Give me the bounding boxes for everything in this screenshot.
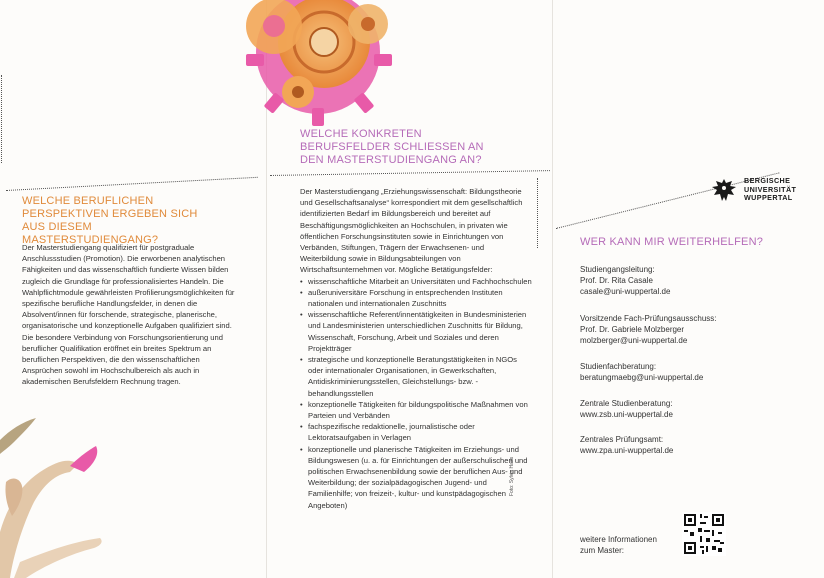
qr-code-icon[interactable] bbox=[682, 512, 726, 556]
qr-caption-line: weitere Informationen bbox=[580, 535, 657, 544]
contact-name: Prof. Dr. Gabriele Molzberger bbox=[580, 325, 685, 334]
contact-name: Prof. Dr. Rita Casale bbox=[580, 276, 653, 285]
gears-illustration bbox=[198, 0, 403, 138]
section-heading-careers: WELCHE KONKRETEN BERUFSFELDER SCHLIESSEN AN DEN MASTERSTUDIENGANG AN? bbox=[300, 128, 484, 166]
hands-illustration bbox=[0, 412, 120, 578]
list-item: • außeruniversitäre Forschung in entsprechenden Instituten nationalen und internationalen Zuschnitts bbox=[300, 287, 532, 309]
contact-label: Vorsitzende Fach-Prüfungsausschuss: bbox=[580, 314, 717, 323]
contact-label: Studiengangsleitung: bbox=[580, 265, 655, 274]
list-item: • wissenschaftliche Referent/innentätigkeiten in Bundesministerien und Landesministerien unterschiedlichen Zuschnitts für Bildung, Wissenschaft, Forschung, Arbeit und Soziales und deren Projektträger bbox=[300, 309, 532, 354]
qr-caption bbox=[580, 534, 657, 556]
contact-web-link[interactable]: www.zpa.uni-wuppertal.de bbox=[580, 446, 674, 455]
contact-exam-committee bbox=[580, 313, 717, 346]
list-item: • strategische und konzeptionelle Beratungstätigkeiten in NGOs oder internationaler Organisationen, in Gewerkschaften, Antidiskriminierungsstellen, Gleichstellungs- bzw. -behandlungsstellen bbox=[300, 354, 532, 399]
contact-label: Zentrales Prüfungsamt: bbox=[580, 435, 664, 444]
right-panel bbox=[556, 0, 824, 578]
contact-label: Zentrale Studienberatung: bbox=[580, 399, 673, 408]
contact-email-link[interactable]: casale@uni-wuppertal.de bbox=[580, 287, 671, 296]
logo-line: BERGISCHE bbox=[744, 176, 791, 186]
list-item: • konzeptionelle Tätigkeiten für bildungspolitische Maßnahmen von Parteien und Verbänden bbox=[300, 399, 532, 421]
contact-web-link[interactable]: www.zsb.uni-wuppertal.de bbox=[580, 410, 673, 419]
contact-exam-office bbox=[580, 434, 673, 456]
list-item: • fachspezifische redaktionelle, journalistische oder Lektoratsaufgaben in Verlagen bbox=[300, 421, 532, 443]
logo-line: UNIVERSITÄT bbox=[744, 184, 797, 194]
middle-panel bbox=[270, 0, 548, 578]
university-logo bbox=[710, 176, 796, 204]
contact-subject-advice bbox=[580, 361, 703, 383]
qr-caption-line: zum Master: bbox=[580, 546, 625, 555]
list-item: • wissenschaftliche Mitarbeit an Universitäten und Fachhochschulen bbox=[300, 276, 532, 287]
contact-program-lead bbox=[580, 264, 670, 297]
eagle-logo-icon bbox=[710, 176, 738, 204]
contact-email-link[interactable]: molzberger@uni-wuppertal.de bbox=[580, 336, 688, 345]
contact-label: Studienfachberatung: bbox=[580, 362, 657, 371]
section-heading-perspectives: WELCHE BERUFLICHEN PERSPEKTIVEN ERGEBEN SICH AUS DIESEM MASTERSTUDIENGANG? bbox=[22, 195, 198, 246]
logo-line: WUPPERTAL bbox=[744, 193, 793, 203]
careers-list bbox=[300, 276, 532, 511]
careers-content bbox=[300, 186, 532, 511]
section-heading-contact: WER KANN MIR WEITERHELFEN? bbox=[580, 236, 764, 248]
fold-line-right bbox=[552, 0, 553, 578]
careers-intro: Der Masterstudiengang „Erziehungswissenschaft: Bildungstheorie und Gesellschaftsanalyse“ korrespondiert mit dem gesellschaftlich identifizierten Bedarf im Bildungsbereich und bereitet auf Beschäftigungsmöglichkeiten an Hochschulen, in privaten wie öffentlichen Forschungsinstituten sowie in Einrichtungen von Verbänden, Stiftungen, Trägern der Erwachsenen- und Weiterbildung sowie in Bildungsabteilungen von Wirtschaftsunternehmen vor. Mögliche Betätigungsfelder: bbox=[300, 187, 523, 275]
photo-credit: Foto: Sylvia Haas bbox=[509, 456, 515, 496]
perspectives-text: Der Masterstudiengang qualifiziert für postgraduale Anschlussstudien (Promotion). Die erworbenen analytischen Fähigkeiten und das wissenschaftlich fundierte Wissen bilden zugleich die Grundlage für professionalisiertes Handeln. Die Wahlpflichtmodule gewährleisten Profilierungsmöglichkeiten für spezifische berufliche Handlungsfelder, in denen die Absolvent/innen für forschende, strategische, planerische, organisatorische und konzeptionelle Aufgaben qualifiziert sind. Die besondere Verbindung von Forschungsorientierung und beruflicher Qualifikation eröffnet ein breites Spektrum an beruflichen Perspektiven, die den wissenschaftlichen Ansprüchen sowohl im Hochschulbereich als auch in akademischen Berufsfeldern Rechnung tragen. bbox=[22, 243, 235, 387]
contact-central-advice bbox=[580, 398, 673, 420]
list-item: • konzeptionelle und planerische Tätigkeiten im Erziehungs- und Bildungswesen (u. a. für Einrichtungen der außerschulischen und politischen Erwachsenenbildung sowie der beruflichen Aus- und Weiterbildung; der sozialpädagogischen Jugend- und Familienhilfe; von freizeit-, kultur- und kunstpädagogischen Angeboten) bbox=[300, 444, 532, 511]
contact-email-link[interactable]: beratungmaebg@uni-wuppertal.de bbox=[580, 373, 704, 382]
